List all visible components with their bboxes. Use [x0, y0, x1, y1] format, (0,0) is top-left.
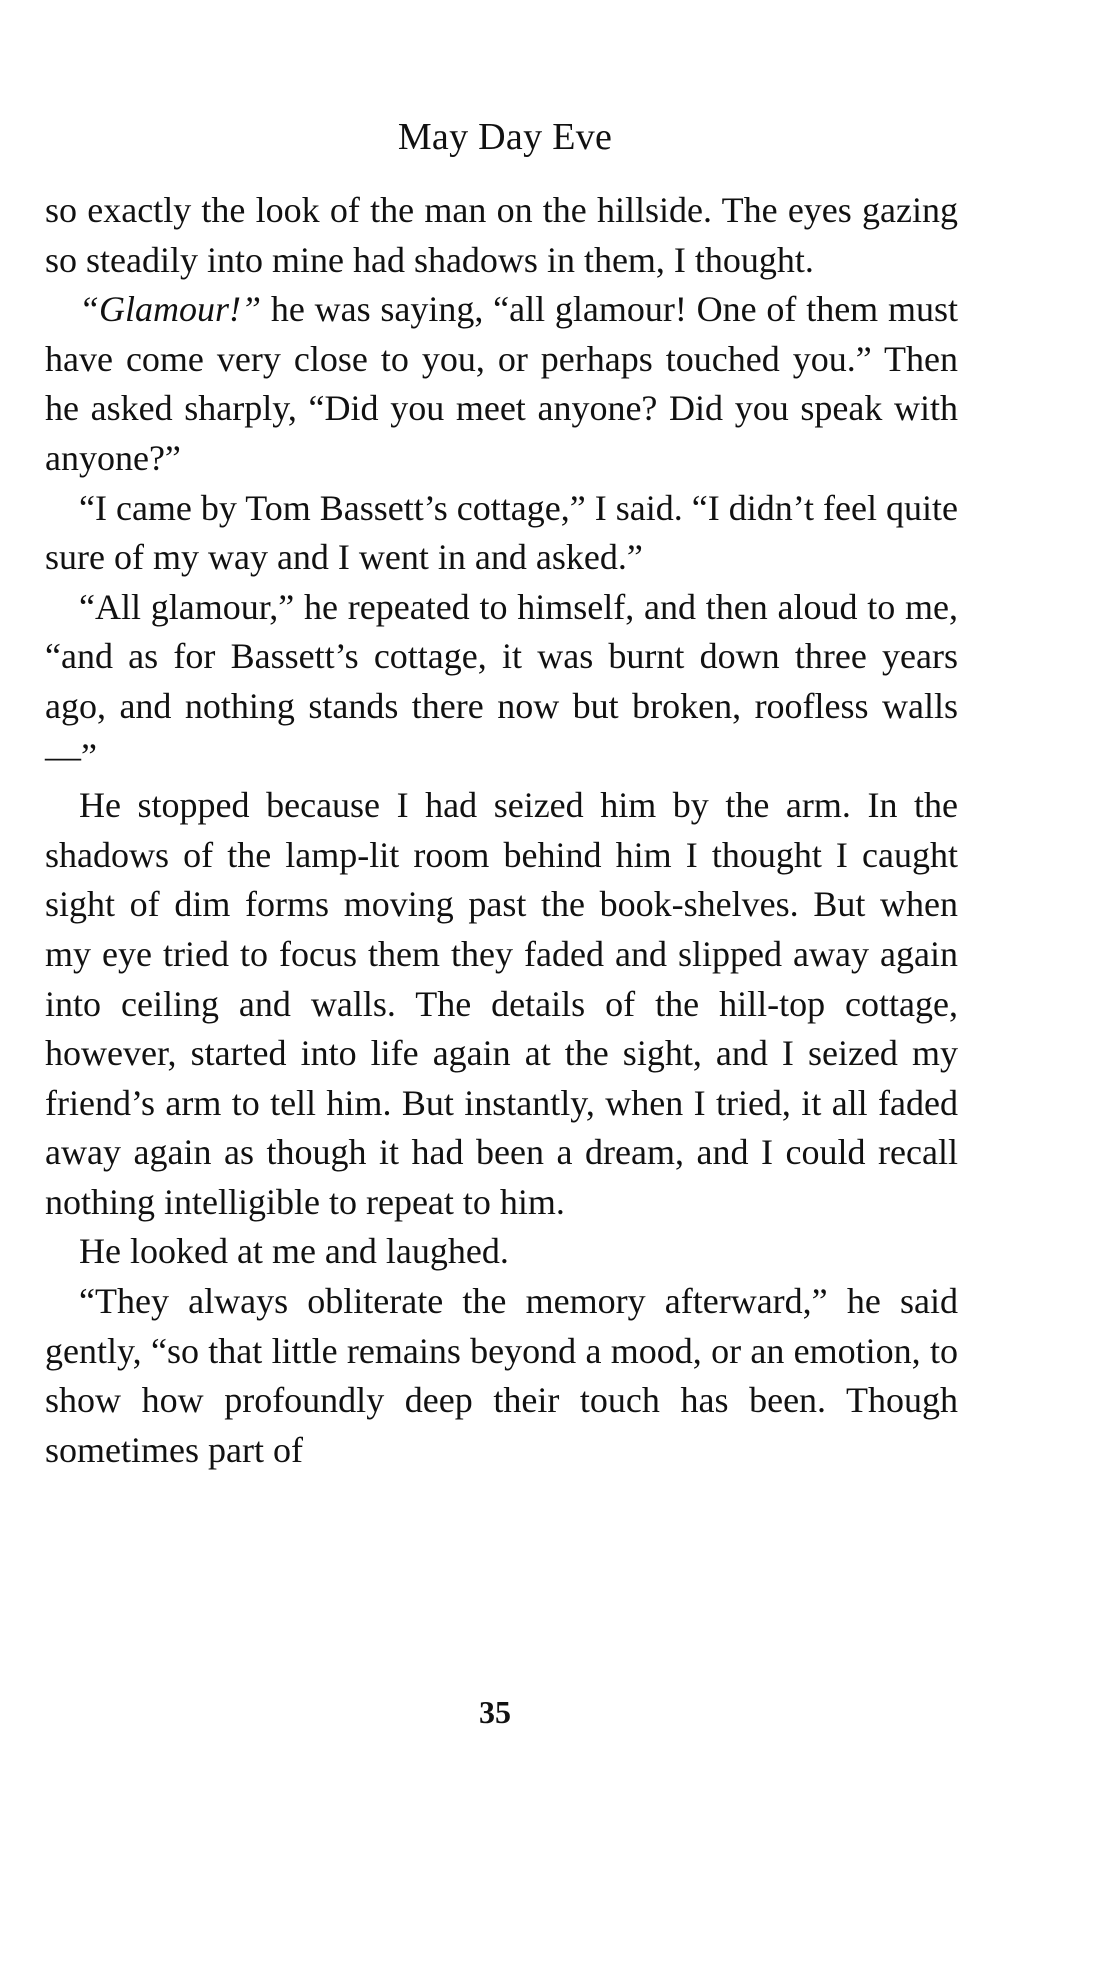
- paragraph-2: [45, 285, 958, 483]
- paragraph-1: so exactly the look of the man on the hillside. The eyes gazing so steadily into mine had shadows in them, I thought.: [45, 190, 958, 280]
- paragraph-6: He looked at me and laughed.: [79, 1231, 509, 1272]
- paragraph-2-text: he was saying, “all glamour! One of them must have come very close to you, or perhaps touched you.” Then he asked sharply, “Did you meet anyone? Did you speak with anyone?”: [45, 289, 958, 478]
- running-head: May Day Eve: [397, 116, 613, 158]
- page-number: 35: [479, 1694, 511, 1730]
- paragraph-7: “They always obliterate the memory afterward,” he said gently, “so that little remains beyond a mood, or an emotion, to show how profoundly deep their touch has been. Though sometimes part of: [45, 1281, 958, 1470]
- paragraph-5: He stopped because I had seized him by the arm. In the shadows of the lamp-lit room behind him I thought I caught sight of dim forms moving past the book-shelves. But when my eye tried to focus them they faded and slipped away again into ceiling and walls. The details of the hill-top cottage, however, started into life again at the sight, and I seized my friend’s arm to tell him. But instantly, when I tried, it all faded away again as though it had been a dream, and I could recall nothing intelligible to repeat to him.: [45, 785, 958, 1222]
- paragraph-3: “I came by Tom Bassett’s cottage,” I said. “I didn’t feel quite sure of my way and I went in and asked.”: [45, 487, 958, 578]
- body-text: [45, 186, 958, 1475]
- paragraph-2-italic: “Glamour!”: [79, 289, 262, 330]
- paragraph-4: “All glamour,” he repeated to himself, and then aloud to me, “and as for Bassett’s cottage, it was burnt down three years ago, and nothing stands there now but broken, roofless walls—”: [45, 586, 958, 776]
